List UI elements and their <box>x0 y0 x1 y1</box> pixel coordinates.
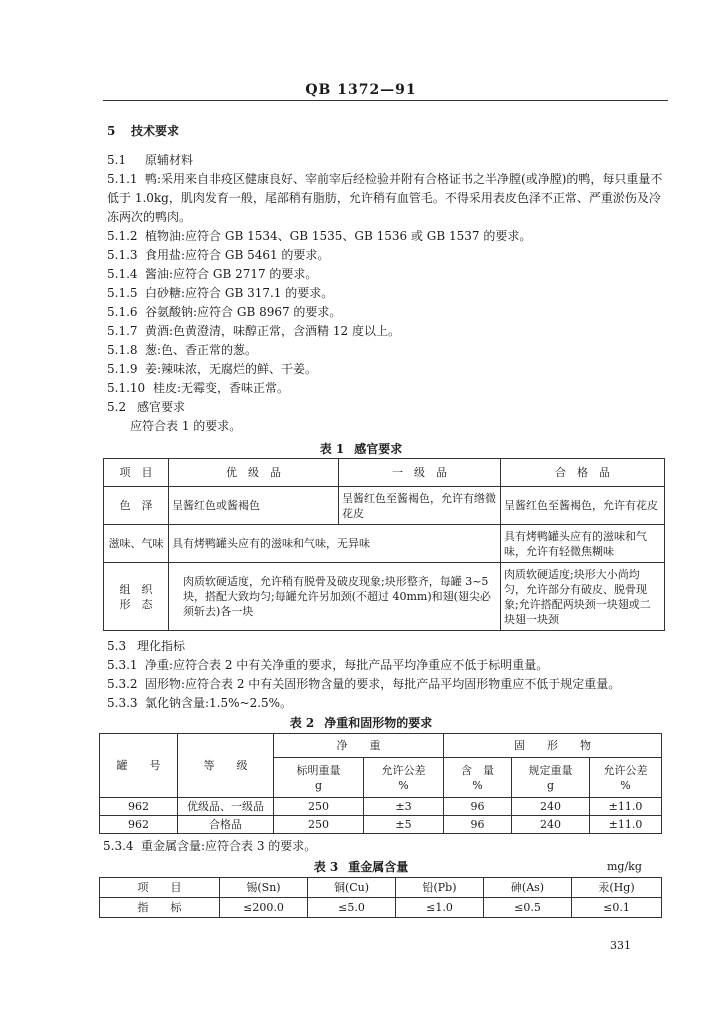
clause-number: 5.1.9 <box>107 362 138 376</box>
header-solids: 固 形 物 <box>444 734 662 758</box>
clause-text: 谷氨酸钠:应符合 GB 8967 的要求。 <box>145 305 342 319</box>
clause-5-1-1 <box>107 170 667 227</box>
table-row-taste <box>104 525 665 563</box>
header-tolerance-2 <box>590 758 662 798</box>
table-3-heavy-metals <box>99 877 662 918</box>
header-tolerance <box>364 758 444 798</box>
row-label <box>104 563 169 631</box>
table-2-caption <box>0 714 722 731</box>
row-label: 指 标 <box>100 898 220 918</box>
table-cell: 具有烤鸭罐头应有的滋味和气味，无异味 <box>169 525 501 563</box>
clause-text: 重金属含量:应符合表 3 的要求。 <box>141 839 317 853</box>
header-spec-weight <box>512 758 590 798</box>
table-label: 表 2 <box>289 716 315 730</box>
clause-5-3-4 <box>103 837 316 856</box>
header-mercury: 汞(Hg) <box>572 878 662 898</box>
header-copper: 铜(Cu) <box>308 878 396 898</box>
clause-text: 葱:色、香正常的葱。 <box>145 343 258 357</box>
table-row <box>100 898 662 918</box>
section-number: 5.3 <box>107 639 127 653</box>
header-arsenic: 砷(As) <box>484 878 572 898</box>
row-label-line: 组 织 <box>119 582 153 596</box>
table-cell: ≤5.0 <box>308 898 396 918</box>
header-labeled-weight <box>274 758 364 798</box>
section-number: 5.2 <box>107 400 127 414</box>
clause-text: 鸭:采用来自非疫区健康良好、宰前宰后经检验并附有合格证书之半净膛(或净膛)的鸭，每只重量不低于 1.0kg，肌肉发育一般，尾部稍有脂肪，允许稍有血管毛。不得采用表皮色泽不正常、严重淤伤及冷冻两次的鸭肉。 <box>107 172 663 224</box>
header-text: 规定重量 <box>528 763 573 777</box>
clause-5-3-2 <box>107 675 620 694</box>
clause-text: 净重:应符合表 2 中有关净重的要求，每批产品平均净重应不低于标明重量。 <box>145 658 549 672</box>
table-cell: ≤0.1 <box>572 898 662 918</box>
table-cell: 肉质软硬适度，允许稍有脱骨及破皮现象;块形整齐，每罐 3~5 块，搭配大致均匀;每罐允许另加颈(不超过 40mm)和翅(翅尖必须斩去)各一块 <box>169 563 501 631</box>
clause-5-1-7 <box>107 322 400 341</box>
table-label: 表 1 <box>319 442 345 456</box>
clause-5-3-1 <box>107 656 548 675</box>
section-title: 技术要求 <box>131 124 180 138</box>
table-header-row <box>100 734 662 758</box>
section-number: 5 <box>107 124 116 138</box>
table-cell: 96 <box>444 816 512 834</box>
clause-5-1-8 <box>107 341 257 360</box>
table-cell: 呈酱红色至酱褐色，允许有绺微花皮 <box>339 487 501 525</box>
table-title: 净重和固形物的要求 <box>324 716 433 730</box>
clause-text: 固形物:应符合表 2 中有关固形物含量的要求，每批产品平均固形物重应不低于规定重量。 <box>145 677 621 691</box>
section-5-3-heading <box>107 637 185 656</box>
section-5-1-heading <box>107 151 193 170</box>
header-unit: % <box>620 778 631 792</box>
table-row-color <box>104 487 665 525</box>
clause-5-1-2 <box>107 227 531 246</box>
table-cell: ±11.0 <box>590 816 662 834</box>
clause-number: 5.1.10 <box>107 381 146 395</box>
clause-number: 5.1.6 <box>107 305 138 319</box>
clause-5-1-6 <box>107 303 341 322</box>
clause-text: 白砂糖:应符合 GB 317.1 的要求。 <box>145 286 334 300</box>
table-cell: 呈酱红色至酱褐色，允许有花皮 <box>501 487 665 525</box>
header-qualified: 合 格 品 <box>501 459 665 487</box>
clause-5-1-9 <box>107 360 317 379</box>
header-unit: % <box>398 778 409 792</box>
page-number: 331 <box>610 939 631 952</box>
table-header-row <box>104 459 665 487</box>
section-number: 5.1 <box>107 153 127 167</box>
row-label-line: 形 态 <box>119 597 153 611</box>
clause-text: 姜:辣味浓，无腐烂的鲜、干姜。 <box>145 362 318 376</box>
header-text: 含 量 <box>461 763 494 777</box>
standard-number: QB 1372—91 <box>305 82 417 98</box>
section-5-heading <box>107 122 179 141</box>
clause-number: 5.3.4 <box>103 839 134 853</box>
header-first-grade: 一 级 品 <box>339 459 501 487</box>
header-unit: g <box>546 778 555 792</box>
clause-5-1-10 <box>107 379 289 398</box>
clause-text: 氯化钠含量:1.5%~2.5%。 <box>145 696 293 710</box>
row-label: 滋味、气味 <box>104 525 169 563</box>
clause-5-1-3 <box>107 246 329 265</box>
header-unit: % <box>472 778 483 792</box>
header-net-weight: 净 重 <box>274 734 444 758</box>
table-cell: 96 <box>444 798 512 816</box>
table-cell: ±5 <box>364 816 444 834</box>
clause-number: 5.1.5 <box>107 286 138 300</box>
row-label: 色 泽 <box>104 487 169 525</box>
clause-number: 5.1.4 <box>107 267 138 281</box>
table-cell: 240 <box>512 816 590 834</box>
table-1-caption <box>0 440 722 457</box>
header-premium: 优 级 品 <box>169 459 339 487</box>
table-cell: 962 <box>100 816 178 834</box>
clause-text: 酱油:应符合 GB 2717 的要求。 <box>145 267 318 281</box>
clause-number: 5.3.3 <box>107 696 138 710</box>
table-cell: 合格品 <box>178 816 274 834</box>
section-title: 感官要求 <box>137 400 186 414</box>
header-rule <box>103 100 668 101</box>
table-2-net-weight <box>99 733 662 834</box>
clause-number: 5.1.1 <box>107 172 138 186</box>
table-cell: 250 <box>274 816 364 834</box>
table-cell: ≤0.5 <box>484 898 572 918</box>
section-title: 原辅材料 <box>145 153 194 167</box>
section-5-2-heading <box>107 398 185 417</box>
clause-number: 5.3.1 <box>107 658 138 672</box>
header-tin: 锡(Sn) <box>220 878 308 898</box>
clause-5-1-5 <box>107 284 333 303</box>
table-cell: 240 <box>512 798 590 816</box>
table-cell: 优级品、一级品 <box>178 798 274 816</box>
header-item: 项 目 <box>104 459 169 487</box>
table-title: 重金属含量 <box>348 860 409 874</box>
table-cell: ≤1.0 <box>396 898 484 918</box>
clause-number: 5.1.2 <box>107 229 138 243</box>
table-cell: 肉质软硬适度;块形大小尚均匀，允许部分有破皮、脱骨现象;允许搭配两块颈一块翅或二块翅一块颈 <box>501 563 665 631</box>
header-item: 项 目 <box>100 878 220 898</box>
table-cell: ±11.0 <box>590 798 662 816</box>
header-content <box>444 758 512 798</box>
table-row <box>100 798 662 816</box>
clause-text: 植物油:应符合 GB 1534、GB 1535、GB 1536 或 GB 1537 的要求。 <box>145 229 532 243</box>
table-row <box>100 816 662 834</box>
clause-number: 5.1.8 <box>107 343 138 357</box>
clause-number: 5.1.3 <box>107 248 138 262</box>
header-unit: g <box>314 778 323 792</box>
clause-text: 桂皮:无霉变，香味正常。 <box>153 381 290 395</box>
table-cell: 具有烤鸭罐头应有的滋味和气味，允许有轻微焦糊味 <box>501 525 665 563</box>
table-row-texture <box>104 563 665 631</box>
table-3-unit: mg/kg <box>607 860 642 873</box>
header-can-number: 罐 号 <box>100 734 178 798</box>
section-title: 理化指标 <box>137 639 186 653</box>
clause-text: 食用盐:应符合 GB 5461 的要求。 <box>145 248 330 262</box>
header-text: 允许公差 <box>603 763 648 777</box>
table-label: 表 3 <box>313 860 339 874</box>
clause-5-1-4 <box>107 265 317 284</box>
header-lead: 铅(Pb) <box>396 878 484 898</box>
clause-5-3-3 <box>107 694 292 713</box>
section-5-2-text: 应符合表 1 的要求。 <box>130 419 242 433</box>
table-cell: 250 <box>274 798 364 816</box>
table-1-sensory <box>103 458 665 631</box>
header-grade: 等 级 <box>178 734 274 798</box>
clause-number: 5.3.2 <box>107 677 138 691</box>
clause-number: 5.1.7 <box>107 324 138 338</box>
table-header-row <box>100 878 662 898</box>
table-title: 感官要求 <box>354 442 403 456</box>
table-cell: 呈酱红色或酱褐色 <box>169 487 339 525</box>
header-text: 标明重量 <box>296 763 341 777</box>
table-cell: ≤200.0 <box>220 898 308 918</box>
table-cell: 962 <box>100 798 178 816</box>
table-cell: ±3 <box>364 798 444 816</box>
clause-text: 黄酒:色黄澄清，味醇正常，含酒精 12 度以上。 <box>145 324 400 338</box>
header-text: 允许公差 <box>381 763 426 777</box>
